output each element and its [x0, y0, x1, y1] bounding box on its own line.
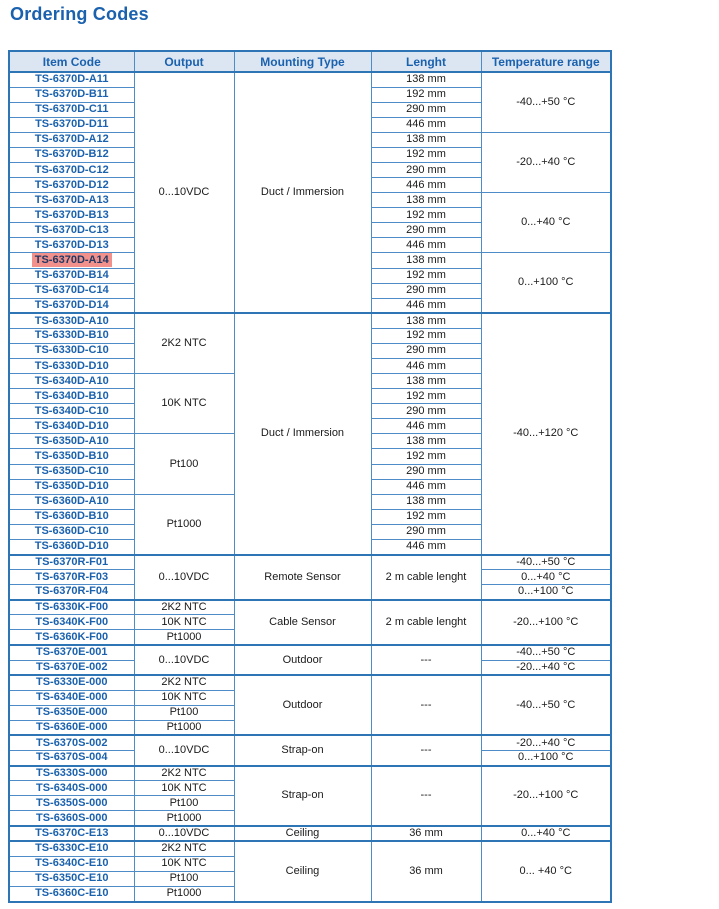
- mounting-type-cell: Duct / Immersion: [234, 72, 371, 313]
- item-code-cell: TS-6330D-D10: [9, 358, 134, 373]
- length-cell: 192 mm: [371, 208, 481, 223]
- item-code-cell: TS-6340D-C10: [9, 404, 134, 419]
- length-cell: 446 mm: [371, 117, 481, 132]
- length-cell: 138 mm: [371, 313, 481, 328]
- item-code-cell: TS-6330S-000: [9, 766, 134, 781]
- item-code-cell: TS-6370D-B14: [9, 268, 134, 283]
- mounting-type-cell: Cable Sensor: [234, 600, 371, 645]
- highlighted-item-code: TS-6370D-A14: [32, 253, 112, 267]
- item-code-cell: TS-6370S-002: [9, 735, 134, 750]
- item-code-cell: TS-6330D-B10: [9, 328, 134, 343]
- length-cell: 290 mm: [371, 464, 481, 479]
- length-cell: 138 mm: [371, 132, 481, 147]
- output-cell: Pt1000: [134, 811, 234, 826]
- item-code-cell: TS-6370E-001: [9, 645, 134, 660]
- length-cell: 446 mm: [371, 419, 481, 434]
- output-cell: 2K2 NTC: [134, 675, 234, 690]
- table-row: [9, 600, 611, 615]
- output-cell: Pt100: [134, 796, 234, 811]
- table-row: [9, 826, 611, 841]
- item-code-cell: TS-6340K-F00: [9, 615, 134, 630]
- mounting-type-cell: Ceiling: [234, 826, 371, 841]
- temperature-range-cell: -20...+40 °C: [481, 132, 611, 192]
- output-cell: 2K2 NTC: [134, 766, 234, 781]
- length-cell: 36 mm: [371, 841, 481, 902]
- temperature-range-cell: -40...+50 °C: [481, 72, 611, 132]
- mounting-type-cell: Duct / Immersion: [234, 313, 371, 554]
- item-code-cell: TS-6350E-000: [9, 705, 134, 720]
- column-header-item-code: Item Code: [9, 51, 134, 72]
- temperature-range-cell: -40...+50 °C: [481, 555, 611, 570]
- length-cell: 192 mm: [371, 389, 481, 404]
- output-cell: 2K2 NTC: [134, 313, 234, 373]
- table-row: [9, 841, 611, 856]
- mounting-type-cell: Outdoor: [234, 645, 371, 675]
- item-code-cell: TS-6350C-E10: [9, 871, 134, 886]
- item-code-cell: TS-6330C-E10: [9, 841, 134, 856]
- output-cell: Pt1000: [134, 720, 234, 735]
- length-cell: ---: [371, 675, 481, 735]
- item-code-cell: TS-6360K-F00: [9, 630, 134, 645]
- item-code-cell: TS-6360D-B10: [9, 509, 134, 524]
- column-header-lenght: Lenght: [371, 51, 481, 72]
- table-header-row: [9, 51, 611, 72]
- output-cell: 10K NTC: [134, 856, 234, 871]
- item-code-cell: [9, 253, 134, 268]
- item-code-cell: TS-6350D-D10: [9, 479, 134, 494]
- length-cell: 446 mm: [371, 178, 481, 193]
- temperature-range-cell: -40...+50 °C: [481, 645, 611, 660]
- output-cell: Pt100: [134, 705, 234, 720]
- item-code-cell: TS-6370R-F03: [9, 570, 134, 585]
- mounting-type-cell: Remote Sensor: [234, 555, 371, 600]
- table-body: [9, 72, 611, 902]
- output-cell: Pt1000: [134, 630, 234, 645]
- length-cell: 446 mm: [371, 358, 481, 373]
- length-cell: 290 mm: [371, 102, 481, 117]
- item-code-cell: TS-6330K-F00: [9, 600, 134, 615]
- item-code-cell: TS-6370R-F01: [9, 555, 134, 570]
- item-code-cell: TS-6370D-C13: [9, 223, 134, 238]
- length-cell: 138 mm: [371, 253, 481, 268]
- item-code-cell: TS-6340E-000: [9, 690, 134, 705]
- item-code-cell: TS-6360E-000: [9, 720, 134, 735]
- column-header-output: Output: [134, 51, 234, 72]
- item-code-cell: TS-6370D-B11: [9, 87, 134, 102]
- item-code-cell: TS-6360D-C10: [9, 524, 134, 539]
- length-cell: 2 m cable lenght: [371, 600, 481, 645]
- length-cell: 138 mm: [371, 494, 481, 509]
- item-code-cell: TS-6370D-C12: [9, 162, 134, 177]
- length-cell: ---: [371, 766, 481, 826]
- output-cell: 0...10VDC: [134, 826, 234, 841]
- item-code-cell: TS-6370D-D12: [9, 178, 134, 193]
- temperature-range-cell: -20...+100 °C: [481, 766, 611, 826]
- temperature-range-cell: -40...+120 °C: [481, 313, 611, 554]
- length-cell: 446 mm: [371, 539, 481, 554]
- item-code-cell: TS-6370S-004: [9, 751, 134, 766]
- item-code-cell: TS-6350D-C10: [9, 464, 134, 479]
- mounting-type-cell: Strap-on: [234, 735, 371, 765]
- item-code-cell: TS-6370D-D13: [9, 238, 134, 253]
- output-cell: Pt1000: [134, 494, 234, 554]
- mounting-type-cell: Outdoor: [234, 675, 371, 735]
- output-cell: 2K2 NTC: [134, 600, 234, 615]
- item-code-cell: TS-6360D-A10: [9, 494, 134, 509]
- temperature-range-cell: 0...+100 °C: [481, 751, 611, 766]
- output-cell: 0...10VDC: [134, 555, 234, 600]
- length-cell: 138 mm: [371, 434, 481, 449]
- output-cell: Pt100: [134, 871, 234, 886]
- item-code-cell: TS-6360S-000: [9, 811, 134, 826]
- output-cell: Pt1000: [134, 886, 234, 902]
- item-code-cell: TS-6370D-C14: [9, 283, 134, 298]
- length-cell: 138 mm: [371, 193, 481, 208]
- length-cell: 290 mm: [371, 162, 481, 177]
- length-cell: ---: [371, 645, 481, 675]
- output-cell: 0...10VDC: [134, 735, 234, 765]
- item-code-cell: TS-6330D-C10: [9, 343, 134, 358]
- mounting-type-cell: Ceiling: [234, 841, 371, 902]
- output-cell: 0...10VDC: [134, 645, 234, 675]
- length-cell: 192 mm: [371, 147, 481, 162]
- item-code-cell: TS-6370E-002: [9, 660, 134, 675]
- item-code-cell: TS-6370C-E13: [9, 826, 134, 841]
- output-cell: 0...10VDC: [134, 72, 234, 313]
- length-cell: 2 m cable lenght: [371, 555, 481, 600]
- table-row: [9, 675, 611, 690]
- length-cell: ---: [371, 735, 481, 765]
- item-code-cell: TS-6350D-B10: [9, 449, 134, 464]
- temperature-range-cell: 0...+40 °C: [481, 570, 611, 585]
- temperature-range-cell: 0...+40 °C: [481, 826, 611, 841]
- output-cell: Pt100: [134, 434, 234, 494]
- column-header-temperature-range: Temperature range: [481, 51, 611, 72]
- item-code-cell: TS-6370D-D11: [9, 117, 134, 132]
- output-cell: 10K NTC: [134, 781, 234, 796]
- length-cell: 446 mm: [371, 298, 481, 313]
- length-cell: 138 mm: [371, 72, 481, 87]
- item-code-cell: TS-6360C-E10: [9, 886, 134, 902]
- mounting-type-cell: Strap-on: [234, 766, 371, 826]
- length-cell: 290 mm: [371, 404, 481, 419]
- item-code-cell: TS-6370D-B13: [9, 208, 134, 223]
- length-cell: 446 mm: [371, 238, 481, 253]
- table-row: [9, 555, 611, 570]
- length-cell: 290 mm: [371, 343, 481, 358]
- item-code-cell: TS-6350D-A10: [9, 434, 134, 449]
- length-cell: 192 mm: [371, 449, 481, 464]
- table-row: [9, 313, 611, 328]
- item-code-cell: TS-6340D-A10: [9, 374, 134, 389]
- item-code-cell: TS-6330E-000: [9, 675, 134, 690]
- temperature-range-cell: 0...+100 °C: [481, 253, 611, 313]
- length-cell: 192 mm: [371, 268, 481, 283]
- column-header-mounting-type: Mounting Type: [234, 51, 371, 72]
- output-cell: 10K NTC: [134, 690, 234, 705]
- length-cell: 446 mm: [371, 479, 481, 494]
- item-code-cell: TS-6340C-E10: [9, 856, 134, 871]
- length-cell: 192 mm: [371, 328, 481, 343]
- item-code-cell: TS-6330D-A10: [9, 313, 134, 328]
- temperature-range-cell: -20...+40 °C: [481, 735, 611, 750]
- item-code-cell: TS-6370D-B12: [9, 147, 134, 162]
- page-title: Ordering Codes: [10, 4, 149, 24]
- item-code-cell: TS-6350S-000: [9, 796, 134, 811]
- table-row: [9, 72, 611, 87]
- temperature-range-cell: -20...+40 °C: [481, 660, 611, 675]
- item-code-cell: TS-6370D-D14: [9, 298, 134, 313]
- length-cell: 290 mm: [371, 524, 481, 539]
- length-cell: 192 mm: [371, 509, 481, 524]
- ordering-codes-table: [8, 50, 612, 903]
- length-cell: 290 mm: [371, 223, 481, 238]
- item-code-cell: TS-6370D-C11: [9, 102, 134, 117]
- table-row: [9, 645, 611, 660]
- length-cell: 36 mm: [371, 826, 481, 841]
- item-code-cell: TS-6370R-F04: [9, 585, 134, 600]
- item-code-cell: TS-6360D-D10: [9, 539, 134, 554]
- length-cell: 192 mm: [371, 87, 481, 102]
- output-cell: 10K NTC: [134, 374, 234, 434]
- item-code-cell: TS-6340S-000: [9, 781, 134, 796]
- item-code-cell: TS-6340D-D10: [9, 419, 134, 434]
- temperature-range-cell: -20...+100 °C: [481, 600, 611, 645]
- item-code-cell: TS-6370D-A11: [9, 72, 134, 87]
- temperature-range-cell: 0... +40 °C: [481, 841, 611, 902]
- temperature-range-cell: 0...+40 °C: [481, 193, 611, 253]
- item-code-cell: TS-6340D-B10: [9, 389, 134, 404]
- table-row: [9, 766, 611, 781]
- temperature-range-cell: -40...+50 °C: [481, 675, 611, 735]
- output-cell: 10K NTC: [134, 615, 234, 630]
- length-cell: 138 mm: [371, 374, 481, 389]
- length-cell: 290 mm: [371, 283, 481, 298]
- item-code-cell: TS-6370D-A13: [9, 193, 134, 208]
- output-cell: 2K2 NTC: [134, 841, 234, 856]
- temperature-range-cell: 0...+100 °C: [481, 585, 611, 600]
- item-code-cell: TS-6370D-A12: [9, 132, 134, 147]
- table-row: [9, 735, 611, 750]
